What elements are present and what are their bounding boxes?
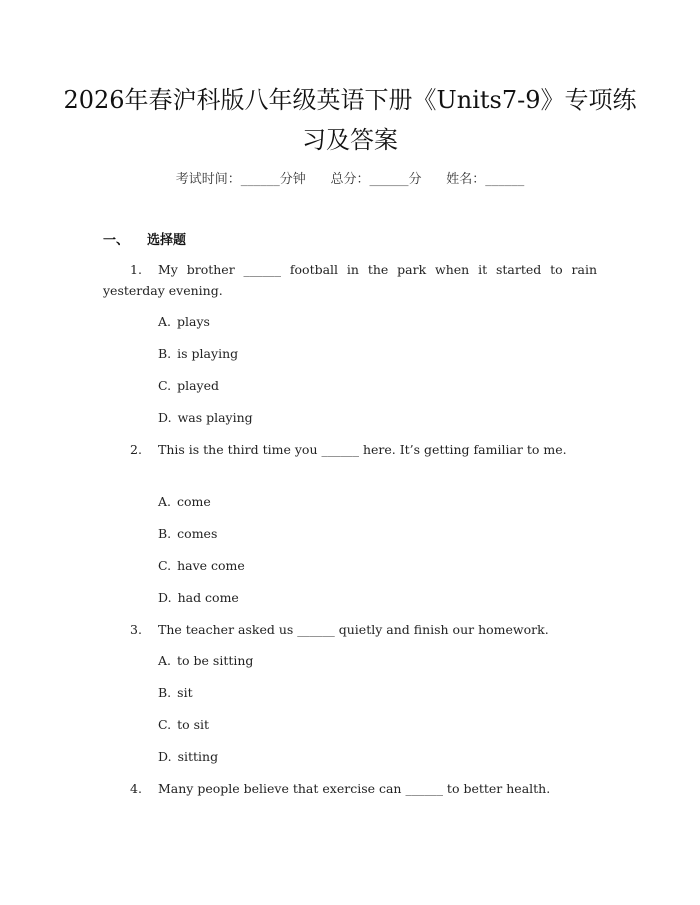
document-title: 2026年春沪科版八年级英语下册《Units7-9》专项练习及答案 [63, 86, 637, 154]
question-number: 3. [130, 622, 142, 637]
option-1a[interactable]: A. plays [158, 314, 210, 329]
option-2c[interactable]: C. have come [158, 558, 245, 573]
exam-info-line: 考试时间：______分钟 总分：______分 姓名：______ [175, 172, 525, 187]
section-title: 选择题 [147, 233, 187, 248]
section-number: 一、 [103, 233, 130, 248]
question-text: The teacher asked us ______ quietly and finish our homework. [158, 622, 549, 637]
section-heading [103, 229, 186, 248]
question-2 [103, 439, 597, 460]
question-number: 2. [130, 442, 142, 457]
option-3b[interactable]: B. sit [158, 685, 193, 700]
option-3d[interactable]: D. sitting [158, 749, 219, 764]
question-number: 4. [130, 781, 142, 796]
option-2a[interactable]: A. come [158, 494, 211, 509]
question-text: My brother ______ football in the park when it started to rain yesterday evening. [103, 262, 597, 298]
option-2b[interactable]: B. comes [158, 526, 218, 541]
question-4 [103, 778, 597, 799]
option-1d[interactable]: D. was playing [158, 410, 253, 425]
option-3a[interactable]: A. to be sitting [158, 653, 254, 668]
option-1b[interactable]: B. is playing [158, 346, 239, 361]
question-number: 1. [130, 262, 142, 277]
option-2d[interactable]: D. had come [158, 590, 239, 605]
question-text: Many people believe that exercise can ______ to better health. [158, 781, 551, 796]
option-1c[interactable]: C. played [158, 378, 220, 393]
question-1 [103, 259, 597, 301]
option-3c[interactable]: C. to sit [158, 717, 210, 732]
question-text: This is the third time you ______ here. It’s getting familiar to me. [158, 442, 567, 457]
question-3 [103, 619, 597, 640]
